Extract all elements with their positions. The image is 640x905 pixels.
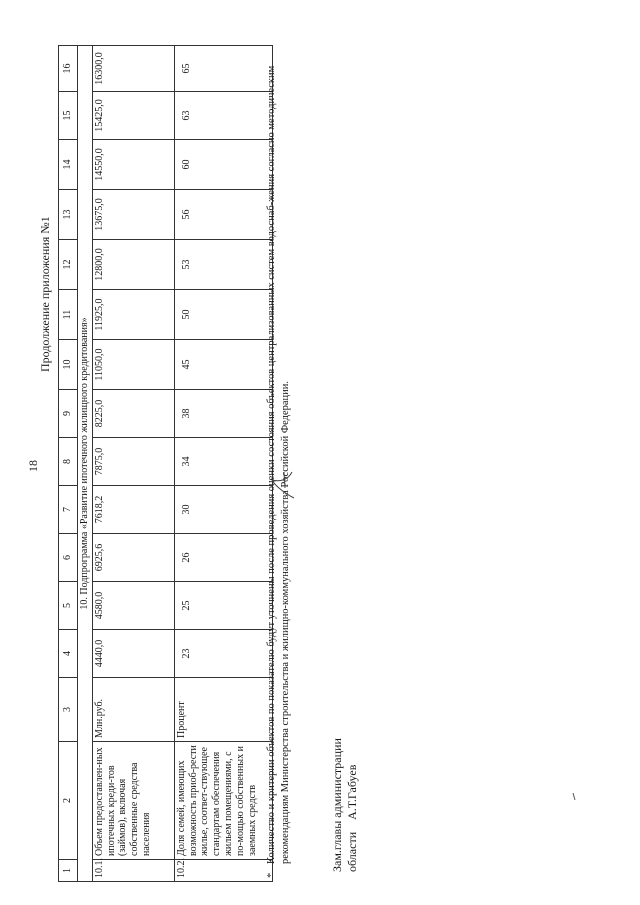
column-number: 1 [59,860,78,882]
column-number: 13 [59,190,78,240]
subprogram-row [78,46,93,882]
column-number: 12 [59,240,78,290]
value-cell: 8225,0 [92,390,174,438]
value-cell: 65 [174,46,272,92]
value-cell: 53 [174,240,272,290]
value-cell: 16300,0 [92,46,174,92]
value-cell: 14550,0 [92,140,174,190]
unit-cell: Млн.руб. [92,678,174,742]
column-number: 3 [59,678,78,742]
column-number: 7 [59,486,78,534]
value-cell: 45 [174,340,272,390]
value-cell: 26 [174,534,272,582]
value-cell: 4580,0 [92,582,174,630]
value-cell: 38 [174,390,272,438]
value-cell: 11050,0 [92,340,174,390]
row-number: 10.1. [92,860,174,882]
column-number: 8 [59,438,78,486]
row-number: 10.2. [174,860,272,882]
value-cell: 50 [174,290,272,340]
value-cell: 6925,6 [92,534,174,582]
signature-block [330,738,360,872]
footnote-text: Количество и критерии объектов по показателю будут уточнены после проведения оценки состояния объектов централизованных систем водоснаб-жения согласно методическим рекомендациям Министерства строительства и жилищно-коммунального хозяйства Российской Федерации. [266,65,291,864]
column-number: 15 [59,92,78,140]
footnote-marker: * [266,872,277,878]
value-cell: 7875,0 [92,438,174,486]
subprogram-title: 10. Подпрограмма «Развитие ипотечного жилищного кредитования» [78,46,93,882]
column-number: 14 [59,140,78,190]
column-number: 16 [59,46,78,92]
value-cell: 63 [174,92,272,140]
scan-mark [572,792,576,800]
column-number: 4 [59,630,78,678]
column-number: 2 [59,742,78,860]
value-cell: 25 [174,582,272,630]
value-cell: 11925,0 [92,290,174,340]
continuation-heading: Продолжение приложения №1 [38,216,52,372]
value-cell: 30 [174,486,272,534]
value-cell: 56 [174,190,272,240]
indicators-table [58,45,273,882]
page-number: 18 [26,460,40,472]
value-cell: 15425,0 [92,92,174,140]
column-number: 6 [59,534,78,582]
column-number-row [59,46,78,882]
column-number: 10 [59,340,78,390]
column-number: 5 [59,582,78,630]
indicator-name: Объем предоставлен-ных ипотечных креди-тов (займов), включая собственные средства населения [92,742,174,860]
value-cell: 34 [174,438,272,486]
value-cell: 60 [174,140,272,190]
value-cell: 23 [174,630,272,678]
value-cell: 12800,0 [92,240,174,290]
value-cell: 7618,2 [92,486,174,534]
handwritten-initial [268,462,298,502]
table-row [92,46,174,882]
value-cell: 13675,0 [92,190,174,240]
rotated-sheet [20,12,620,892]
table-row [174,46,272,882]
signature-position: Зам.главы администрации [330,738,344,872]
signature-name: области А.Т.Габуев [345,764,359,872]
indicator-name: Доля семей, имеющих возможность приоб-рести жилье, соответ-ствующее стандартам обеспечения жильем помещениями, с по-мощью собственных и заемных средств [174,742,272,860]
column-number: 9 [59,390,78,438]
unit-cell: Процент [174,678,272,742]
column-number: 11 [59,290,78,340]
value-cell: 4440,0 [92,630,174,678]
